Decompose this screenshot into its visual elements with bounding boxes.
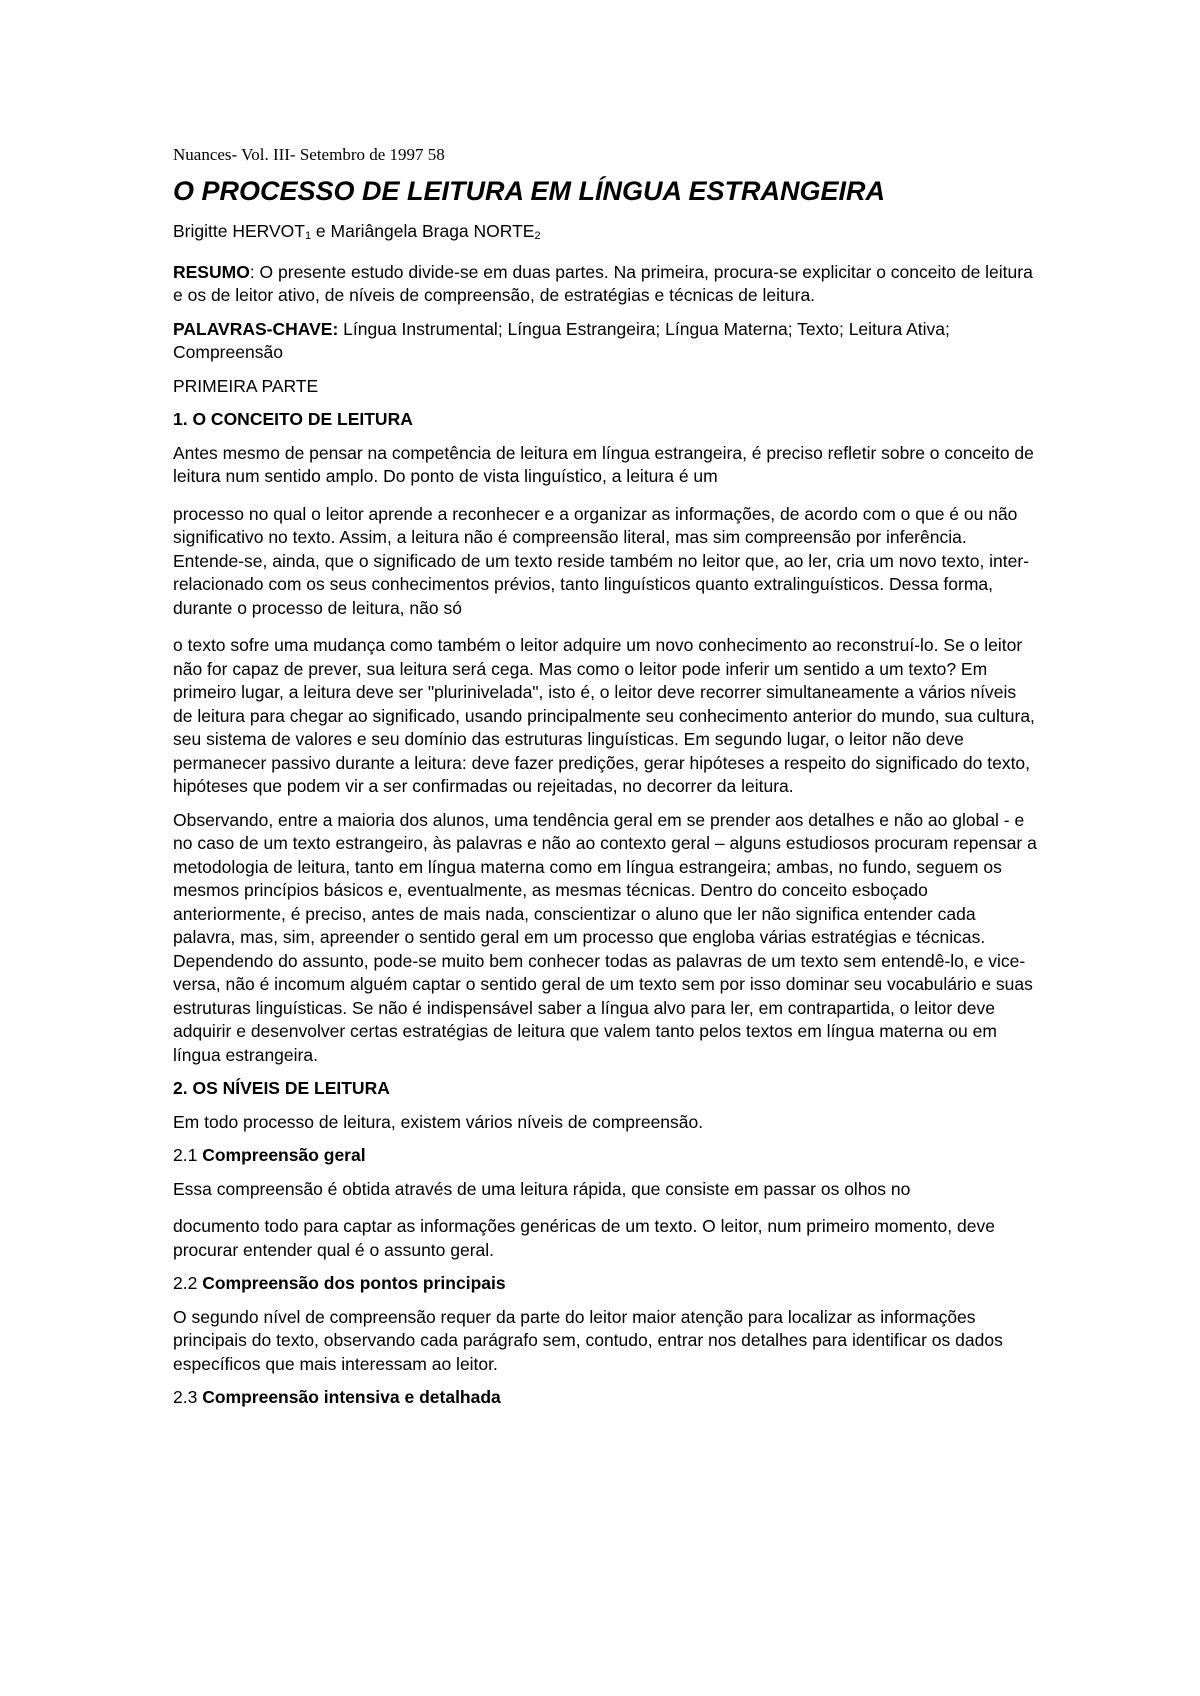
section-1-paragraph: Antes mesmo de pensar na competência de leitura em língua estrangeira, é preciso refletir sobre o conceito de leitura num sentido amplo. Do ponto de vista linguístico, a leitura é um <box>173 442 1034 486</box>
subsection-2-2-heading <box>173 1272 1040 1296</box>
subsection-number: 2.2 <box>173 1273 203 1293</box>
subsection-2-1-paragraph: Essa compreensão é obtida através de uma leitura rápida, que consiste em passar os olhos no <box>173 1178 911 1199</box>
author-2: Mariângela Braga NORTE <box>330 221 535 241</box>
section-2-heading: 2. OS NÍVEIS DE LEITURA <box>173 1078 390 1098</box>
subsection-2-3-heading <box>173 1386 1040 1410</box>
subsection-title: Compreensão dos pontos principais <box>202 1273 506 1293</box>
abstract-text: : O presente estudo divide-se em duas partes. Na primeira, procura-se explicitar o conceito de leitura e os de leitor ativo, de níveis de compreensão, de estratégias e técnicas de leitura. <box>173 261 1033 305</box>
author-connector: e <box>311 221 331 241</box>
section-1-paragraph: Observando, entre a maioria dos alunos, uma tendência geral em se prender aos detalhes e não ao global - e no caso de um texto estrangeiro, às palavras e não ao contexto geral – alguns estudiosos procuram repensar a metodologia de leitura, tanto em língua materna como em língua estrangeira; ambas, no fundo, seguem os mesmos princípios básicos e, eventualmente, as mesmas técnicas. Dentro do conceito esboçado anteriormente, é preciso, antes de mais nada, conscientizar o aluno que ler não significa entender cada palavra, mas, sim, apreender o sentido geral em um processo que engloba várias estratégias e técnicas. Dependendo do assunto, pode-se muito bem conhecer todas as palavras de um texto sem entendê-lo, e vice-versa, não é incomum alguém captar o sentido geral de um texto sem por isso dominar seu vocabulário e suas estruturas linguísticas. Se não é indispensável saber a língua alvo para ler, em contrapartida, o leitor deve adquirir e desenvolver certas estratégias de leitura que valem tanto pelos textos em língua materna ou em língua estrangeira. <box>173 809 1037 1065</box>
running-head: Nuances- Vol. III- Setembro de 1997 58 <box>173 145 445 164</box>
section-1-paragraph: processo no qual o leitor aprende a reconhecer e a organizar as informações, de acordo com o que é ou não significativo no texto. Assim, a leitura não é compreensão literal, mas sim compreensão por inferência. Entende-se, ainda, que o significado de um texto reside também no leitor que, ao ler, cria um novo texto, inter-relacionado com os seus conhecimentos prévios, tanto linguísticos quanto extralinguísticos. Dessa forma, durante o processo de leitura, não só <box>173 503 1030 618</box>
part-label: PRIMEIRA PARTE <box>173 375 319 396</box>
abstract <box>173 261 1040 308</box>
author-1: Brigitte HERVOT <box>173 221 305 241</box>
keywords <box>173 318 1040 365</box>
section-1-paragraph: o texto sofre uma mudança como também o leitor adquire um novo conhecimento ao reconstruí-lo. Se o leitor não for capaz de prever, sua leitura será cega. Mas como o leitor pode inferir um sentido a um texto? Em primeiro lugar, a leitura deve ser "plurinivelada", isto é, o leitor deve recorrer simultaneamente a vários níveis de leitura para chegar ao significado, usando principalmente seu conhecimento anterior do mundo, sua cultura, seu sistema de valores e seu domínio das estruturas linguísticas. Em segundo lugar, o leitor não deve permanecer passivo durante a leitura: deve fazer predições, gerar hipóteses a respeito do significado do texto, hipóteses que podem vir a ser confirmadas ou rejeitadas, no decorrer da leitura. <box>173 635 1035 796</box>
section-2-intro: Em todo processo de leitura, existem vários níveis de compreensão. <box>173 1111 704 1132</box>
subsection-title: Compreensão geral <box>202 1145 366 1165</box>
author-line <box>173 220 1040 247</box>
author-1-footnote-mark: 1 <box>304 230 312 242</box>
document-title: O PROCESSO DE LEITURA EM LÍNGUA ESTRANGEIRA <box>173 176 886 206</box>
keywords-label: PALAVRAS-CHAVE: <box>173 318 339 339</box>
subsection-number: 2.3 <box>173 1387 203 1407</box>
subsection-2-1-paragraph: documento todo para captar as informações genéricas de um texto. O leitor, num primeiro momento, deve procurar entender qual é o assunto geral. <box>173 1216 995 1260</box>
subsection-2-2-paragraph: O segundo nível de compreensão requer da parte do leitor maior atenção para localizar as informações principais do texto, observando cada parágrafo sem, contudo, entrar nos detalhes para identificar os dados específicos que mais interessam ao leitor. <box>173 1306 1003 1374</box>
subsection-number: 2.1 <box>173 1145 203 1165</box>
keywords-text: Língua Instrumental; Língua Estrangeira; Língua Materna; Texto; Leitura Ativa; Compreensão <box>173 318 950 362</box>
subsection-title: Compreensão intensiva e detalhada <box>202 1387 501 1407</box>
section-1-heading: 1. O CONCEITO DE LEITURA <box>173 409 413 429</box>
subsection-2-1-heading <box>173 1144 1040 1168</box>
author-2-footnote-mark: 2 <box>534 230 541 242</box>
abstract-label: RESUMO <box>173 261 250 282</box>
